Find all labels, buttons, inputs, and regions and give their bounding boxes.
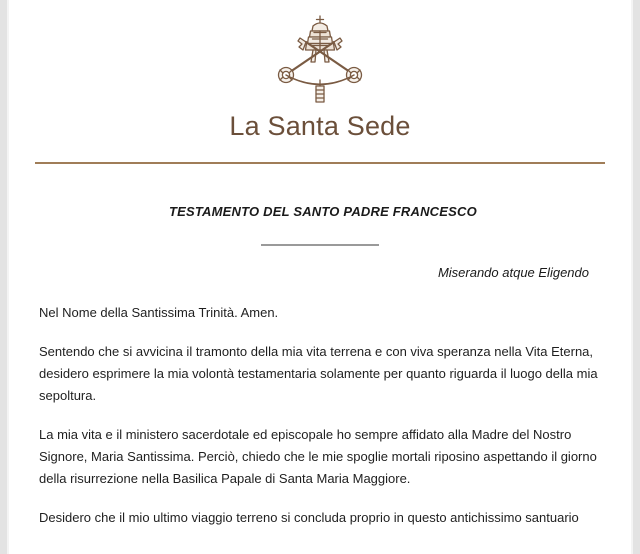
site-header (9, 0, 631, 164)
papal-coat-of-arms-icon (272, 14, 368, 106)
title-divider (261, 244, 379, 246)
page-left-border (0, 0, 7, 554)
paragraph: Desidero che il mio ultimo viaggio terreno si concluda proprio in questo antichissimo santuario (39, 509, 579, 525)
paragraph: Sentendo che si avvicina il tramonto della mia vita terrena e con viva speranza nella Vita Eterna, desidero esprimere la mia volontà testamentaria solamente per quanto riguarda il luogo della mia sepoltura. (39, 343, 598, 403)
paragraph: Nel Nome della Santissima Trinità. Amen. (39, 304, 279, 320)
page-content (9, 0, 631, 554)
document-body (9, 204, 631, 529)
document-paragraphs (39, 302, 601, 529)
document-title: TESTAMENTO DEL SANTO PADRE FRANCESCO (169, 203, 477, 219)
page-right-border (633, 0, 640, 554)
paragraph: La mia vita e il ministero sacerdotale ed episcopale ho sempre affidato alla Madre del Nostro Signore, Maria Santissima. Perciò, chiedo che le mie spoglie mortali riposino aspettando il giorno della risurrezione nella Basilica Papale di Santa Maria Maggiore. (39, 426, 597, 486)
header-divider (35, 162, 605, 164)
site-title: La Santa Sede (229, 111, 411, 141)
page-right-border-inner (631, 0, 633, 554)
papal-motto: Miserando atque Eligendo (437, 264, 589, 280)
